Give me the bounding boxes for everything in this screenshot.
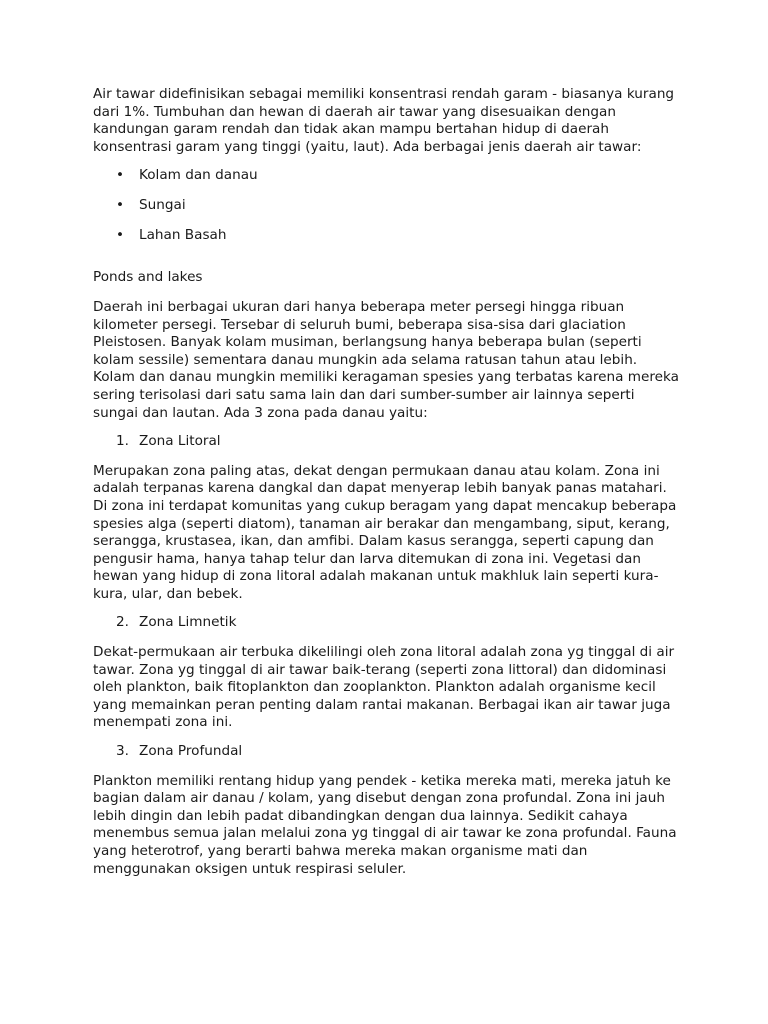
- list-item: [93, 227, 683, 257]
- bullet-marker: •: [116, 167, 125, 184]
- section-intro-paragraph: Daerah ini berbagai ukuran dari hanya beberapa meter persegi hingga ribuan kilometer persegi. Tersebar di seluruh bumi, beberapa sisa-sisa dari glaciation Pleistosen. Banyak kolam musiman, berlangsung hanya beberapa bulan (seperti kolam sessile) sementara danau mungkin ada selama ratusan tahun atau lebih. Kolam dan danau mungkin memiliki keragaman spesies yang terbatas karena mereka sering terisolasi dari satu sama lain dan dari sumber-sumber air lainnya seperti sungai dan lautan. Ada 3 zona pada danau yaitu:: [93, 298, 679, 421]
- list-item-label: Lahan Basah: [139, 227, 227, 244]
- zone-1-paragraph: Merupakan zona paling atas, dekat dengan permukaan danau atau kolam. Zona ini adalah terpanas karena dangkal dan dapat menyerap lebih banyak panas matahari. Di zona ini terdapat komunitas yang cukup beragam yang dapat mencakup beberapa spesies alga (seperti diatom), tanaman air berakar dan mengambang, siput, kerang, serangga, krustasea, ikan, dan amfibi. Dalam kasus serangga, seperti capung dan pengusir hama, hanya tahap telur dan larva ditemukan di zona ini. Vegetasi dan hewan yang hidup di zona litoral adalah makanan untuk makhluk lain seperti kura-kura, ular, dan bebek.: [93, 462, 677, 602]
- list-item: [93, 197, 683, 227]
- bullet-marker: •: [116, 227, 125, 244]
- zone-number: 2.: [116, 614, 129, 631]
- zone-1-heading: [93, 433, 683, 451]
- list-item-label: Kolam dan danau: [139, 167, 258, 184]
- intro-paragraph: Air tawar didefinisikan sebagai memiliki konsentrasi rendah garam - biasanya kurang dari 1%. Tumbuhan dan hewan di daerah air tawar yang disesuaikan dengan kandungan garam rendah dan tidak akan mampu bertahan hidup di daerah konsentrasi garam yang tinggi (yaitu, laut). Ada berbagai jenis daerah air tawar:: [93, 86, 675, 155]
- zone-number: 1.: [116, 433, 129, 450]
- zone-title: Zona Limnetik: [139, 614, 237, 631]
- zone-number: 3.: [116, 743, 129, 760]
- bullet-marker: •: [116, 197, 125, 214]
- document-page: [93, 86, 683, 889]
- zone-3-paragraph: Plankton memiliki rentang hidup yang pendek - ketika mereka mati, mereka jatuh ke bagian dalam air danau / kolam, yang disebut dengan zona profundal. Zona ini jauh lebih dingin dan lebih padat dibandingkan dengan dua lainnya. Sedikit cahaya menembus semua jalan melalui zona yg tinggal di air tawar ke zona profundal. Fauna yang heterotrof, yang berarti bahwa mereka makan organisme mati dan menggunakan oksigen untuk respirasi seluler.: [93, 772, 677, 877]
- zone-title: Zona Litoral: [139, 433, 221, 450]
- list-item-label: Sungai: [139, 197, 186, 214]
- zone-3-heading: [93, 743, 683, 761]
- zone-2-heading: [93, 614, 683, 632]
- list-item: [93, 167, 683, 197]
- zone-title: Zona Profundal: [139, 743, 243, 760]
- zone-2-paragraph: Dekat-permukaan air terbuka dikelilingi oleh zona litoral adalah zona yg tinggal di air tawar. Zona yg tinggal di air tawar baik-terang (seperti zona littoral) dan didominasi oleh plankton, baik fitoplankton dan zooplankton. Plankton adalah organisme kecil yang memainkan peran penting dalam rantai makanan. Berbagai ikan air tawar juga menempati zona ini.: [93, 644, 675, 731]
- section-heading: Ponds and lakes: [93, 269, 203, 286]
- freshwater-types-list: [93, 167, 683, 257]
